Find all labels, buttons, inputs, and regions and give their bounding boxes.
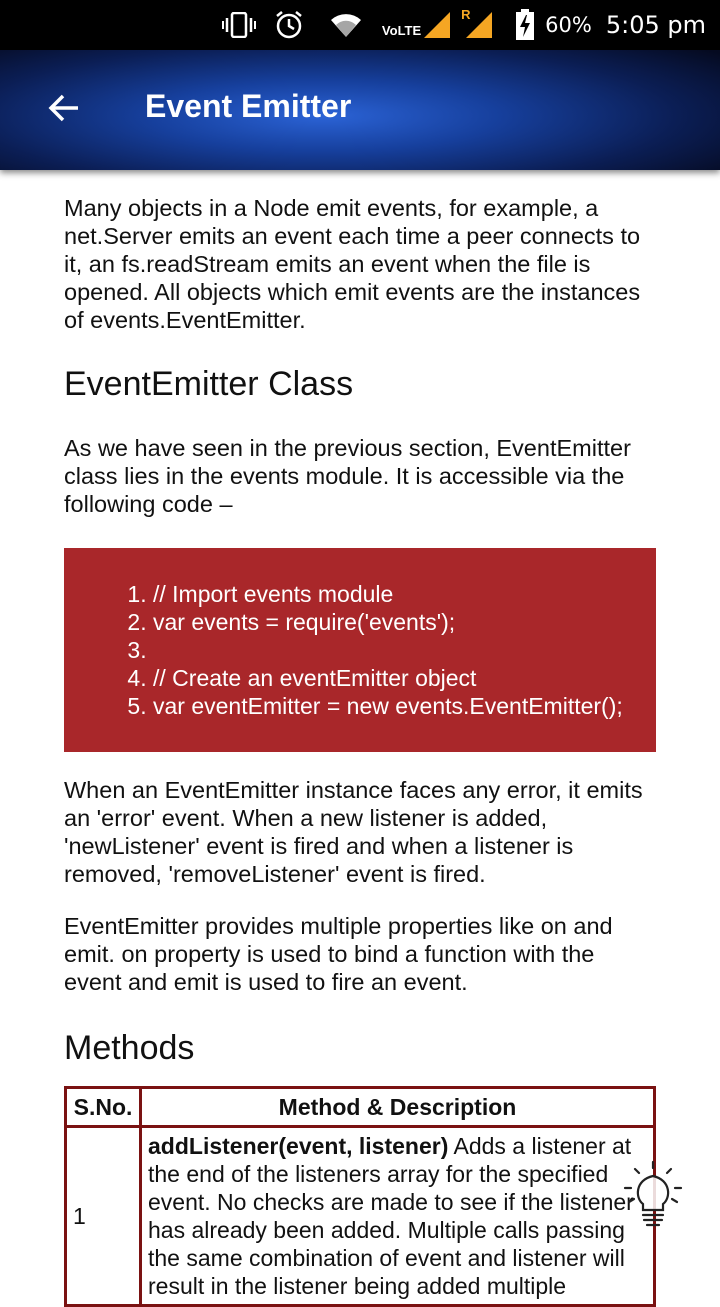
header-sno: S.No. [66, 1088, 141, 1127]
header-method: Method & Description [141, 1088, 655, 1127]
signal-icon-1 [423, 11, 451, 39]
page-title: Event Emitter [145, 88, 352, 124]
section-heading-methods: Methods [64, 1029, 195, 1067]
lightbulb-icon [621, 1219, 685, 1236]
code-line: 1. // Import events module [153, 580, 656, 608]
code-line: 4. // Create an eventEmitter object [153, 664, 656, 692]
battery-charging-icon [515, 9, 535, 41]
hint-button[interactable] [621, 1160, 685, 1232]
method-name: addListener(event, listener) [148, 1133, 449, 1159]
app-bar [0, 50, 720, 170]
methods-table [64, 1086, 656, 1307]
volte-label: VoLTE [381, 22, 422, 38]
code-line [153, 636, 656, 664]
vibrate-icon [222, 12, 256, 38]
code-block [64, 548, 656, 752]
section1-paragraph: As we have seen in the previous section, EventEmitter class lies in the events module. It is accessible via the following code – [64, 435, 631, 517]
intro-paragraph: Many objects in a Node emit events, for example, a net.Server emits an event each time a peer connects to it, an fs.readStream emits an event when the file is opened. All objects which emit events are the instances of events.EventEmitter. [64, 195, 641, 333]
table-header-row [66, 1088, 655, 1127]
back-button[interactable] [40, 86, 88, 134]
roaming-label: R [461, 7, 471, 22]
alarm-icon [274, 10, 304, 40]
method-description: Adds a listener at the end of the listeners array for the specified event. No checks are made to see if the listener has already been added. Multiple calls passing the same combination of event and listener will result in the listener being added multiple [148, 1133, 634, 1299]
battery-percent: 60% [545, 13, 592, 37]
table-row [66, 1127, 655, 1306]
article-content [64, 194, 656, 1307]
status-bar [0, 0, 720, 50]
signal-roaming-icon [461, 7, 493, 39]
properties-paragraph: EventEmitter provides multiple properties like on and emit. on property is used to bind a function with the event and emit is used to fire an event. [64, 913, 613, 995]
error-events-paragraph: When an EventEmitter instance faces any error, it emits an 'error' event. When a new listener is added, 'newListener' event is fired and when a listener is removed, 'removeListener' event is fired. [64, 777, 643, 887]
code-line: 5. var eventEmitter = new events.EventEmitter(); [153, 692, 656, 720]
wifi-icon [330, 12, 362, 38]
code-line: 2. var events = require('events'); [153, 608, 656, 636]
arrow-back-icon [48, 94, 80, 127]
cell-method-description [141, 1127, 655, 1306]
clock-time: 5:05 pm [605, 11, 706, 39]
cell-sno: 1 [66, 1127, 141, 1306]
section-heading-eventemitter-class: EventEmitter Class [64, 365, 354, 403]
